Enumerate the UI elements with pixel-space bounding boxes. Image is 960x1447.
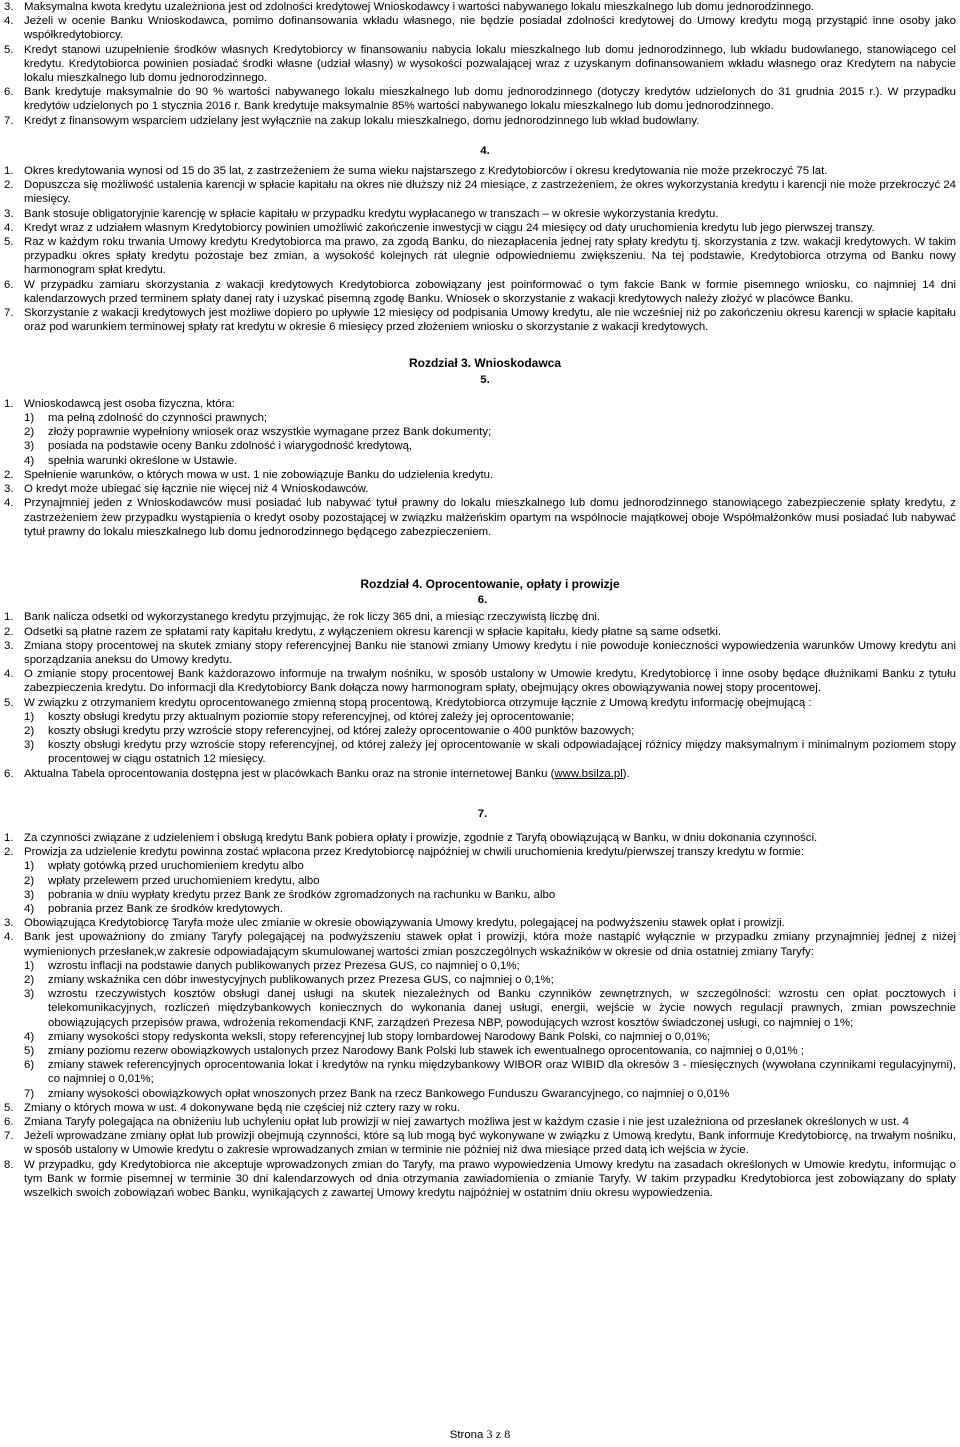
list-item: 3. O kredyt może ubiegać się łącznie nie więcej niż 4 Wnioskodawców. [4, 483, 369, 496]
page-total: 8 [504, 1427, 511, 1441]
list-item: 4. O zmianie stopy procentowej Bank każdorazowo informuje na trwałym nośniku, w sposób ustalony w Umowie kredytu, Kredytobiorcę i inne osoby będące dłużnikami Banku z tytułu zabezpieczenia kredytu. Do informacji dla Kredytobiorcy Bank dołącza nowy harmonogram spłaty, obejmujący okres obowiązywania nowej stopy procentowej. [4, 668, 956, 695]
paragraph-heading: 4. [480, 144, 490, 157]
sub-list-item: 2) koszty obsługi kredytu przy wzroście stopy referencyjnej, od której zależy oprocentowanie o 400 punktów bazowych; [24, 724, 635, 737]
page-footer [0, 1427, 960, 1442]
footer-label: Strona [449, 1429, 484, 1441]
sub-list-item: 2) wpłaty przelewem przed uruchomieniem kredytu, albo [24, 874, 320, 887]
list-item: 5. Kredyt stanowi uzupełnienie środków własnych Kredytobiorcy w finansowaniu nabycia lokalu mieszkalnego lub domu jednorodzinnego, lub wkładu budowlanego, stanowiącego cel kredytu. Kredytobiorca powinien posiadać środki własne (udział własny) w wysokości pozwalającej wraz z uzyskanym dofinansowaniem wkładu własnego oraz Kredytem na nabycie lokalu mieszkalnego lub domu jednorodzinnego. [4, 43, 956, 85]
sub-list-item: 3) pobrania w dniu wypłaty kredytu przez Bank ze środków zgromadzonych na rachunku w Banku, albo [24, 888, 556, 901]
list-item: 1. Za czynności związane z udzieleniem i obsługą kredytu Bank pobiera opłaty i prowizje, zgodnie z Taryfą obowiązującą w Banku, w dniu dokonania czynności. [4, 831, 818, 844]
list-item: 4. Jeżeli w ocenie Banku Wnioskodawca, pomimo dofinansowania wkładu własnego, nie będzie posiadał zdolności kredytowej do Umowy kredytu mogą przystąpić inne osoby jako współkredytobiorcy. [4, 15, 956, 42]
sub-list-item: 1) ma pełną zdolność do czynności prawnych; [24, 412, 268, 425]
list-item: 1. Bank nalicza odsetki od wykorzystanego kredytu przyjmując, że rok liczy 365 dni, a miesiąc rzeczywistą liczbę dni. [4, 611, 601, 624]
sub-list-item: 2) zmiany wskaźnika cen dóbr inwestycyjnych publikowanych przez Prezesa GUS, co najmniej o 0,1%; [24, 973, 554, 986]
page-number: 3 [486, 1427, 493, 1441]
section-6 [0, 610, 960, 780]
sub-list-item: 6) zmiany stawek referencyjnych oprocentowania lokat i kredytów na rynku międzybankowy WIBOR oraz WIBID dla okresów 3 - miesięcznych (wywołana czynnikami regulacyjnymi), co najmniej o 0,01%; [24, 1059, 956, 1086]
list-item: 1. Wnioskodawcą jest osoba fizyczna, która: [4, 397, 235, 410]
sub-list-item: 4) zmiany wysokości stopy redyskonta weksli, stopy referencyjnej lub stopy lombardowej Narodowy Bank Polski, co najmniej o 0,01%; [24, 1030, 711, 1043]
sub-list-item: 4) pobrania przez Bank ze środków kredytowych. [24, 902, 283, 915]
sub-list-item: 7) zmiany wysokości obowiązkowych opłat wnoszonych przez Bank na rzecz Bankowego Funduszu Gwarancyjnego, co najmniej o 0,01% [24, 1087, 730, 1100]
list-item: 3. Bank stosuje obligatoryjnie karencję w spłacie kapitału w przypadku kredytu wypłacanego w transzach – w okresie wykorzystania kredytu. [4, 207, 719, 220]
list-item: 2. Odsetki są płatne razem ze spłatami raty kapitału kredytu, z wyłączeniem okresu karencji w spłacie kapitału, kiedy płatne są same odsetki. [4, 625, 722, 638]
section-7 [0, 831, 960, 1200]
paragraph-heading: 6. [477, 594, 488, 607]
list-item: 7. Kredyt z finansowym wsparciem udzielany jest wyłącznie na zakup lokalu mieszkalnego, domu jednorodzinnego lub wkład budowlany. [4, 114, 700, 127]
sub-list-item: 3) wzrostu rzeczywistych kosztów obsługi danej usługi na skutek niezależnych od Banku czynników zewnętrznych, w szczególności: wzrostu cen opłat pocztowych i telekomunikacyjnych, rozliczeń międzybankowych koniecznych do wykonania danej usługi, energii, wejście w życie nowych regulacji prawnych, zmian powszechnie obowiązujących przepisów prawa, wdrożenia rekomendacji KNF, zarządzeń Prezesa NBP, powodujących wzrost kosztów świadczonej usługi, co najmniej o 1%; [24, 988, 956, 1029]
sub-list-item: 3) koszty obsługi kredytu przy wzroście stopy referencyjnej, od której zależy jej oprocentowanie w skali odpowiadającej różnicy między maksymalnym i minimalnym poziomem stopy procentowej w ciągu ostatnich 12 miesięcy. [24, 739, 956, 766]
page-of: z [495, 1427, 502, 1441]
chapter-title: Rozdział 4. Oprocentowanie, opłaty i prowizje [360, 576, 620, 591]
list-item: 1. Okres kredytowania wynosi od 15 do 35 lat, z zastrzeżeniem że suma wieku najstarszego z Kredytobiorców i okresu kredytowania nie może przekroczyć 75 lat. [4, 165, 828, 178]
list-item: 2. Prowizja za udzielenie kredytu powinna zostać wpłacona przez Kredytobiorcę najpóźniej w chwili uruchomienia kredytu/pierwszej transzy kredytu w formie: [4, 846, 804, 859]
list-item: 7. Skorzystanie z wakacji kredytowych jest możliwe dopiero po upływie 12 miesięcy od podpisania Umowy kredytu, ale nie wcześniej niż po zakończeniu okresu karencji w spłacie kapitału oraz pod warunkiem terminowej spłaty rat kredytu w okresie 6 miesięcy przed złożeniem wniosku o skorzystanie z wakacji kredytowych. [4, 307, 956, 334]
section-3-tail [0, 0, 960, 128]
sub-list-item: 1) koszty obsługi kredytu przy aktualnym poziomie stopy referencyjnej, od której zależy jej oprocentowanie; [24, 710, 575, 723]
sub-list-item: 1) wzrostu inflacji na podstawie danych publikowanych przez Prezesa GUS, co najmniej o 0,1%; [24, 959, 520, 972]
spacer [0, 781, 960, 807]
list-item: 3. Maksymalna kwota kredytu uzależniona jest od zdolności kredytowej Wnioskodawcy i wartości nabywanego lokalu mieszkalnego lub domu jednorodzinnego. [4, 1, 815, 13]
sub-list-item: 2) złoży poprawnie wypełniony wniosek oraz wszystkie wymagane przez Bank dokumenty; [24, 426, 492, 439]
list-item: 6. W przypadku zamiaru skorzystania z wakacji kredytowych Kredytobiorca zobowiązany jest poinformować o tym fakcie Bank w formie pisemnego wniosku, co najmniej 14 dni kalendarzowych przed terminem spłaty danej raty i uzyskać pisemną zgodę Banku. Wniosek o skorzystanie z wakacji kredytowych należy złożyć w placówce Banku. [4, 278, 956, 305]
chapter-title: Rozdział 3. Wnioskodawca [408, 356, 562, 371]
list-item: 4. Bank jest upoważniony do zmiany Taryfy polegającej na podwyższeniu stawek opłat i prowizji, która może nastąpić wyłącznie w przypadku zmiany przynajmniej jednej z niżej wymienionych przesłanek,w zakresie odpowiadającym skumulowanej wartości zmian poszczególnych wskaźników w okresie od dnia ostatniej zmiany Taryfy: [4, 931, 956, 958]
sub-list-item: 4) spełnia warunki określone w Ustawie. [24, 454, 238, 467]
bank-website-link[interactable]: www.bsilza.pl [554, 767, 623, 780]
list-item: 8. W przypadku, gdy Kredytobiorca nie akceptuje wprowadzonych zmian do Taryfy, ma prawo wypowiedzenia Umowy kredytu na zasadach określonych w Umowie kredytu, informując o tym Bank w formie pisemnej w terminie 30 dni kalendarzowych od dnia otrzymania zawiadomienia o zmianie Taryfy. W takim przypadku Kredytobiorca jest zobowiązany do spłaty wszelkich swoich zobowiązań wobec Banku, wynikających z zawartej Umowy kredytu najpóźniej w ostatnim dniu okresu wypowiedzenia. [4, 1158, 956, 1200]
list-item: 6. Bank kredytuje maksymalnie do 90 % wartości nabywanego lokalu mieszkalnego lub domu jednorodzinnego (dotyczy kredytów udzielonych do 31 grudnia 2015 r.). W przypadku kredytów udzielonych po 1 stycznia 2016 r. Bank kredytuje maksymalnie 85% wartości nabywanego lokalu mieszkalnego lub domu jednorodzinnego. [4, 86, 956, 113]
list-item: 4. Kredyt wraz z udziałem własnym Kredytobiorcy powinien umożliwić zakończenie inwestycji w ciągu 24 miesięcy od daty uruchomienia kredytu lub jego pierwszej transzy. [4, 221, 875, 234]
list-item: 7. Jeżeli wprowadzane zmiany opłat lub prowizji obejmują czynności, które są lub mogą być wykonywane w związku z Umową kredytu, Bank informuje Kredytobiorcę, na trwałym nośniku, w sposób ustalony w Umowie kredytu o zakresie wprowadzanych zmian w terminie nie później niż dwa miesiące przed datą ich wejścia w życie. [4, 1130, 956, 1157]
paragraph-heading: 7. [477, 807, 488, 820]
list-item: 5. W związku z otrzymaniem kredytu oprocentowanego zmienną stopą procentową, Kredytobiorca otrzymuje łącznie z Umową kredytu informację obejmującą : [4, 696, 812, 709]
list-item: 6. Aktualna Tabela oprocentowania dostępna jest w placówkach Banku oraz na stronie internetowej Banku (www.bsilza.pl). [4, 767, 630, 780]
sub-list-item: 5) zmiany poziomu rezerw obowiązkowych ustalonych przez Narodowy Bank Polski lub stawek ich ewentualnego oprocentowania, co najmniej o 0,01% ; [24, 1045, 804, 1057]
list-item: 2. Spełnienie warunków, o których mowa w ust. 1 nie zobowiązuje Banku do udzielenia kredytu. [4, 468, 494, 481]
section-4 [0, 164, 960, 334]
list-item: 3. Zmiana stopy procentowej na skutek zmiany stopy referencyjnej Banku nie stanowi zmiany Umowy kredytu i nie powoduje konieczności wypowiedzenia warunków Umowy kredytu ani sporządzania aneksu do Umowy kredytu. [4, 639, 956, 666]
list-item: 5. Zmiany o których mowa w ust. 4 dokonywane będą nie częściej niż cztery razy w roku. [4, 1101, 461, 1114]
list-item: 3. Obowiązująca Kredytobiorcę Taryfa może ulec zmianie w okresie obowiązywania Umowy kredytu, polegającej na podwyższeniu stawek opłat i prowizji. [4, 917, 785, 930]
list-item: 4. Przynajmniej jeden z Wnioskodawców musi posiadać lub nabywać tytuł prawny do lokalu mieszkalnego lub domu jednorodzinnego stanowiącego zabezpieczenie spłaty kredytu, z zastrzeżeniem żew przypadku wystąpienia o kredyt osoby pozostającej w związku małżeńskim opartym na wspólnocie majątkowej oboje Współmałżonków musi posiadać lub nabywać tytuł prawny do lokalu mieszkalnego lub domu jednorodzinnego będącego zabezpieczeniem. [4, 497, 956, 538]
list-item: 2. Dopuszcza się możliwość ustalenia karencji w spłacie kapitału na okres nie dłuższy niż 24 miesiące, z zastrzeżeniem, że okres wykorzystania kredytu i karencji nie może przekroczyć 24 miesięcy. [4, 179, 956, 206]
sub-list-item: 1) wpłaty gotówką przed uruchomieniem kredytu albo [24, 860, 304, 873]
list-item: 6. Zmiana Taryfy polegająca na obniżeniu lub uchyleniu opłat lub prowizji w niej zawartych możliwa jest w każdym czasie i nie jest uzależniona od przesłanek określonych w ust. 4 [4, 1116, 909, 1129]
section-5 [0, 397, 960, 539]
sub-list-item: 3) posiada na podstawie oceny Banku zdolność i wiarygodność kredytową, [24, 440, 413, 453]
paragraph-heading: 5. [480, 373, 490, 386]
list-item: 5. Raz w każdym roku trwania Umowy kredytu Kredytobiorca ma prawo, za zgodą Banku, do niezapłacenia jednej raty spłaty kredytu tj. skorzystania z tzw. wakacji kredytowych. W takim przypadku okres spłaty kredytu pozostaje bez zmian, a wysokość kolejnych rat ulegnie odpowiedniemu zwiększeniu. Na tej podstawie, Kredytobiorca otrzyma od Banku nowy harmonogram spłat kredytu. [4, 236, 956, 277]
